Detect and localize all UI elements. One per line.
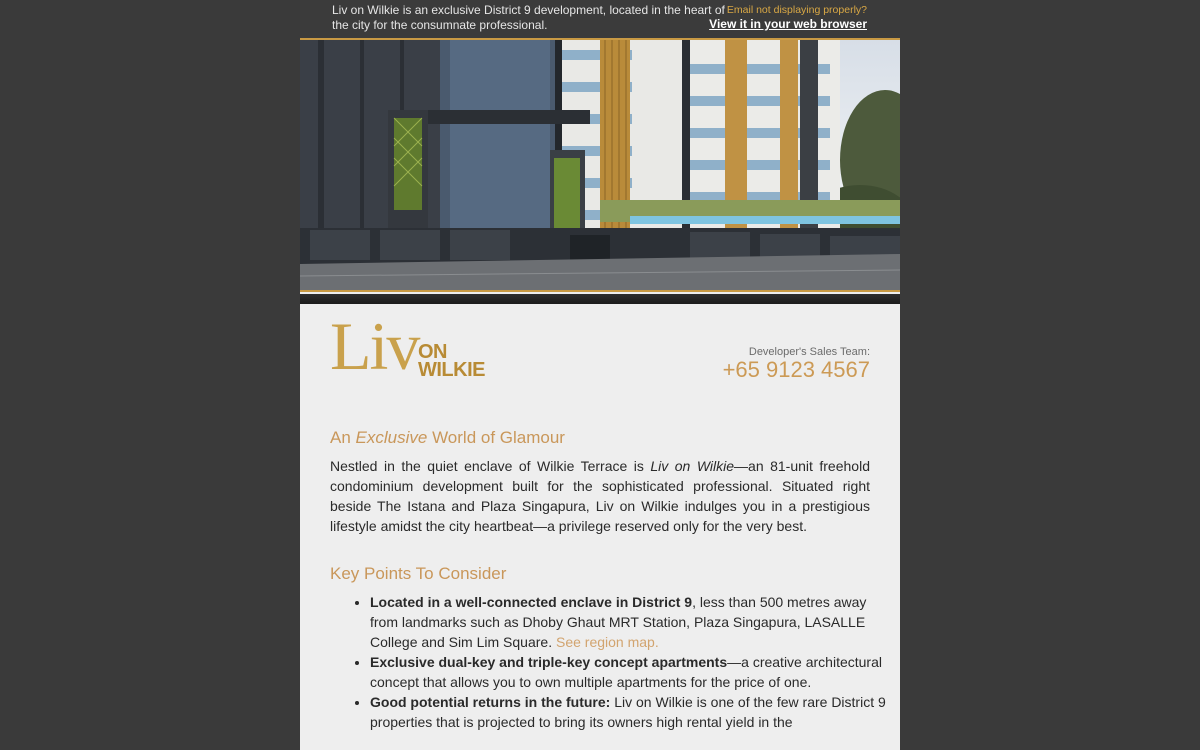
display-notice: Email not displaying properly? xyxy=(726,4,867,16)
list-item xyxy=(370,592,890,652)
sales-phone-number[interactable]: +65 9123 4567 xyxy=(722,357,870,382)
view-in-browser-link[interactable]: View it in your web browser xyxy=(709,17,867,31)
logo-wilkie-text: WILKIE xyxy=(418,359,485,381)
preheader-bar xyxy=(300,0,900,38)
intro-paragraph xyxy=(330,456,870,536)
point-bold: Good potential returns in the future: xyxy=(370,694,611,710)
logo-on-text: ON xyxy=(418,341,447,363)
hero-shadow-strip xyxy=(300,294,900,304)
point-text: , less than 500 metres away from landmarks such as Dhoby Ghaut MRT Station, Plaza Singapura, LASALLE College and Sim Lim Square. xyxy=(370,594,867,650)
email-container xyxy=(300,0,900,750)
logo-liv-text: Liv xyxy=(330,308,419,384)
hero-image xyxy=(300,40,900,292)
sales-team-label: Developer's Sales Team: xyxy=(748,346,870,358)
para-part: —an 81-unit freehold condominium development built for the sophisticated professional. Situated right beside The Istana and Plaza Singapura, Liv on Wilkie indulges you in a prestigious lifestyle amidst the city heartbeat—a privilege reserved only for the very best. xyxy=(330,458,870,534)
section-title-key-points: Key Points To Consider xyxy=(330,564,507,583)
point-bold: Exclusive dual-key and triple-key concept apartments xyxy=(370,654,728,670)
title-part: World of Glamour xyxy=(427,428,565,447)
gold-divider xyxy=(300,290,900,292)
building-illustration xyxy=(300,40,900,292)
region-map-link[interactable]: See region map. xyxy=(556,634,659,650)
point-text: Liv on Wilkie is one of the few rare District 9 properties that is projected to bring its owners high rental yield in the xyxy=(370,694,886,730)
section-title-exclusive xyxy=(330,428,565,448)
para-part: Nestled in the quiet enclave of Wilkie Terrace is xyxy=(330,458,651,474)
preheader-intro: Liv on Wilkie is an exclusive District 9 development, located in the heart of the city for the consumnate professional. xyxy=(332,3,725,32)
list-item xyxy=(370,692,890,732)
title-emphasis: Exclusive xyxy=(355,428,428,447)
key-points-list xyxy=(340,592,890,732)
point-bold: Located in a well-connected enclave in District 9 xyxy=(370,594,693,610)
point-text: —a creative architectural concept that allows you to own multiple apartments for the price of one. xyxy=(370,654,882,690)
para-emphasis: Liv on Wilkie xyxy=(650,458,735,474)
list-item xyxy=(370,652,890,692)
title-part: An xyxy=(330,428,356,447)
liv-on-wilkie-logo xyxy=(330,308,510,388)
